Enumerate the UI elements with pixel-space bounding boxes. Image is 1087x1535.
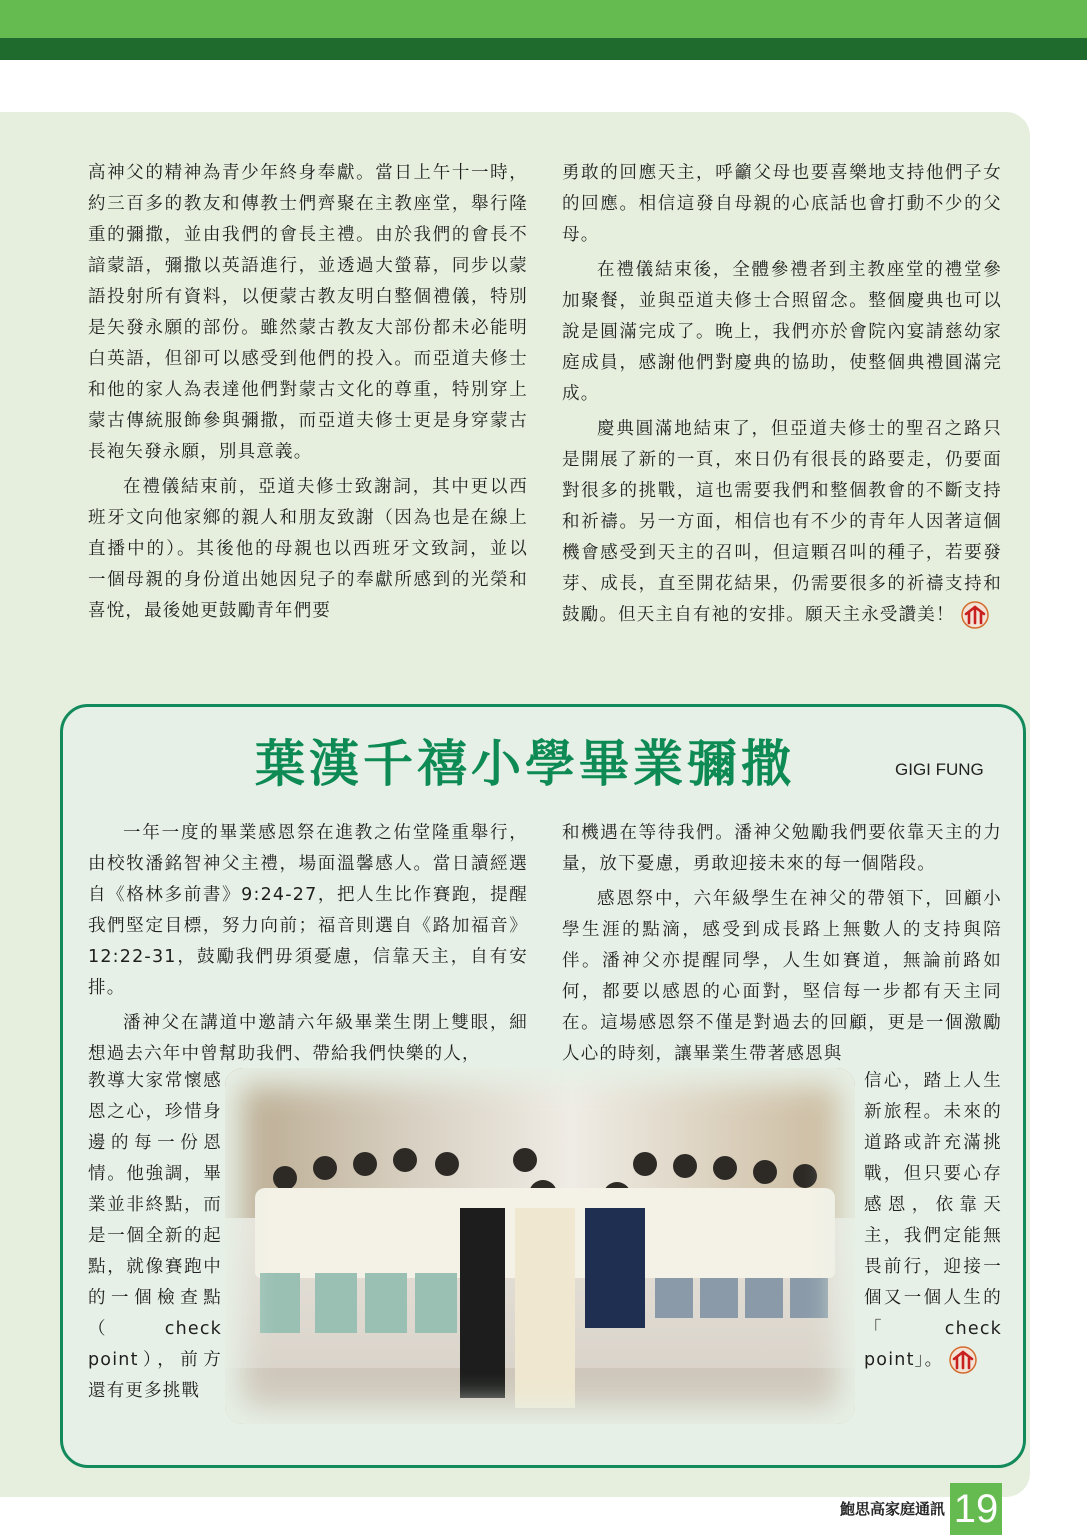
article2-right-narrow [864, 1066, 1002, 1376]
article2-left-column [88, 818, 528, 1070]
article1-paragraph: 勇敢的回應天主，呼籲父母也要喜樂地支持他們子女的回應。相信這發自母親的心底話也會打動不少的父母。 [562, 163, 1002, 245]
salesian-logo-icon [949, 1346, 977, 1374]
article2-author: GIGI FUNG [895, 760, 984, 779]
article2-paragraph: 感恩祭中，六年級學生在神父的帶領下，回顧小學生涯的點滴，感受到成長路上無數人的支持與陪伴。潘神父亦提醒同學，人生如賽道，無論前路如何，都要以感恩的心面對，堅信每一步都有天主同在。這場感恩祭不僅是對過去的回顧，更是一個激勵人心的時刻，讓畢業生帶著感恩與 [562, 889, 1002, 1064]
article2-title: 葉漢千禧小學畢業彌撒 [255, 735, 795, 793]
article2-narrow-text-last [864, 1066, 1002, 1376]
article1-paragraph-last [562, 414, 1002, 631]
article1-paragraph: 在禮儀結束前，亞道夫修士致謝詞，其中更以西班牙文向他家鄉的親人和朋友致謝（因為也是在線上直播中的）。其後他的母親也以西班牙文致詞，並以一個母親的身份道出她因兒子的奉獻所感到的光榮和喜悅，最後她更鼓勵青年們要 [88, 477, 528, 621]
header-bar-light [0, 0, 1087, 38]
article1-paragraph: 在禮儀結束後，全體參禮者到主教座堂的禮堂參加聚餐，並與亞道夫修士合照留念。整個慶典也可以說是圓滿完成了。晚上，我們亦於會院內宴請慈幼家庭成員，感謝他們對慶典的協助，使整個典禮圓滿完成。 [562, 260, 1002, 404]
article1-closing-text: 慶典圓滿地結束了，但亞道夫修士的聖召之路只是開展了新的一頁，來日仍有很長的路要走，仍要面對很多的挑戰，這也需要我們和整個教會的不斷支持和祈禱。另一方面，相信也有不少的青年人因著這個機會感受到天主的召叫，但這顆召叫的種子，若要發芽、成長，直至開花結果，仍需要很多的祈禱支持和鼓勵。但天主自有祂的安排。願天主永受讚美！ [562, 419, 1002, 625]
photo-vignette [225, 1068, 855, 1424]
article1-left-column [88, 158, 528, 627]
article2-paragraph: 和機遇在等待我們。潘神父勉勵我們要依靠天主的力量，放下憂慮，勇敢迎接未來的每一個階段。 [562, 823, 1002, 874]
article2-left-narrow [88, 1066, 222, 1407]
article2-right-column [562, 818, 1002, 1070]
publication-name: 鮑思高家庭通訊 [840, 1500, 946, 1518]
article2-paragraph: 一年一度的畢業感恩祭在進教之佑堂隆重舉行，由校牧潘銘智神父主禮，場面溫馨感人。當日讀經選自《格林多前書》9:24-27，把人生比作賽跑，提醒我們堅定目標，努力向前；福音則選自《路加福音》12:22-31，鼓勵我們毋須憂慮，信靠天主，自有安排。 [88, 823, 528, 998]
salesian-logo-icon [961, 601, 989, 629]
graduation-group-photo [225, 1068, 855, 1424]
article1-right-column [562, 158, 1002, 631]
header-bar-dark [0, 38, 1087, 60]
article2-narrow-text: 教導大家常懷感恩之心，珍惜身邊的每一份恩情。他強調，畢業並非終點，而是一個全新的起點，就像賽跑中的一個檢查點（check point），前方還有更多挑戰 [88, 1071, 222, 1401]
article2-closing-text: 信心，踏上人生新旅程。未來的道路或許充滿挑戰，但只要心存感恩，依靠天主，我們定能無畏前行，迎接一個又一個人生的「check point」。 [864, 1071, 1002, 1370]
page-number: 19 [950, 1483, 1002, 1535]
article2-paragraph: 潘神父在講道中邀請六年級畢業生閉上雙眼，細想過去六年中曾幫助我們、帶給我們快樂的人， [88, 1013, 528, 1064]
article1-paragraph: 高神父的精神為青少年終身奉獻。當日上午十一時，約三百多的教友和傳教士們齊聚在主教座堂，舉行隆重的彌撒，並由我們的會長主禮。由於我們的會長不諳蒙語，彌撒以英語進行，並透過大螢幕，同步以蒙語投射所有資料，以便蒙古教友明白整個禮儀，特別是矢發永願的部份。雖然蒙古教友大部份都未必能明白英語，但卻可以感受到他們的投入。而亞道夫修士和他的家人為表達他們對蒙古文化的尊重，特別穿上蒙古傳統服飾參與彌撒，而亞道夫修士更是身穿蒙古長袍矢發永願，別具意義。 [88, 163, 528, 462]
